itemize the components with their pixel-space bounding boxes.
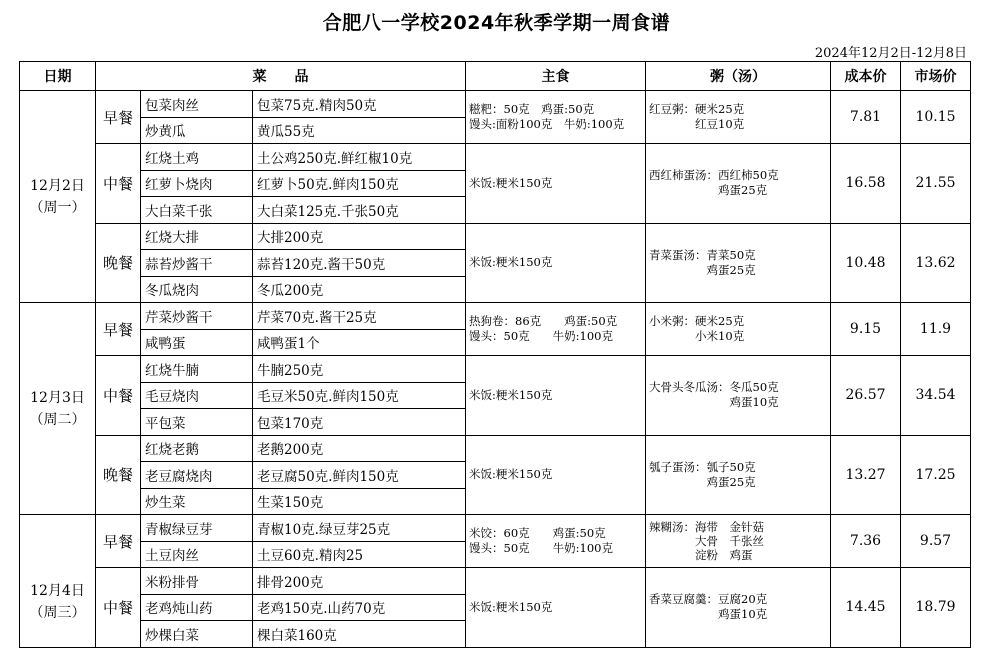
dish-ingredients: 包菜75克.精肉50克 [253,91,466,118]
dish-name: 老鸡炖山药 [141,594,253,621]
porridge-line: 瓠子蛋汤：瓠子50克 [649,459,756,474]
table-row [20,356,971,383]
dish-name: 炒生菜 [141,488,253,515]
staple-cell [466,356,646,436]
cost-value: 9.15 [831,303,901,356]
dish-name: 芹菜炒酱干 [141,303,253,330]
date-range: 2024年12月2日-12月8日 [814,46,967,61]
day-cell [20,91,96,303]
meal-label: 晚餐 [96,435,141,515]
porridge-cell [646,435,831,515]
dish-ingredients: 土公鸡250克.鲜红椒10克 [253,144,466,171]
porridge-cell [646,515,831,568]
day-weekday: （周二） [29,411,86,428]
staple-cell [466,223,646,303]
market-value: 10.15 [901,91,971,144]
day-weekday: （周三） [29,604,86,621]
dish-ingredients: 生菜150克 [253,488,466,515]
dish-name: 咸鸭蛋 [141,329,253,356]
dish-name: 炒黄瓜 [141,117,253,144]
porridge-line: 小米10克 [649,329,745,343]
dish-ingredients: 大排200克 [253,223,466,250]
cost-value: 16.58 [831,144,901,224]
dish-name: 毛豆烧肉 [141,382,253,409]
dish-ingredients: 咸鸭蛋1个 [253,329,466,356]
porridge-line: 香菜豆腐羹：豆腐20克 [649,592,768,607]
table-row [20,303,971,330]
dish-name: 红烧老鹅 [141,435,253,462]
day-date: 12月3日 [30,389,85,406]
dish-name: 红烧牛腩 [141,356,253,383]
header-staple: 主食 [466,62,646,91]
market-value: 34.54 [901,356,971,436]
dish-ingredients: 毛豆米50克.鲜肉150克 [253,382,466,409]
dish-ingredients: 棵白菜160克 [253,621,466,648]
staple-line: 馒头：50克 牛奶:100克 [469,329,613,343]
meal-label: 早餐 [96,303,141,356]
porridge-line: 鸡蛋25克 [649,262,756,277]
staple-cell [466,515,646,568]
page-title: 合肥八一学校2024年秋季学期一周食谱 [322,12,671,34]
table-row [20,144,971,171]
staple-line: 米饭:粳米150克 [469,467,553,482]
market-value: 11.9 [901,303,971,356]
dish-name: 冬瓜烧肉 [141,276,253,303]
market-value: 17.25 [901,435,971,515]
market-value: 21.55 [901,144,971,224]
dish-ingredients: 红萝卜50克.鲜肉150克 [253,170,466,197]
dish-name: 老豆腐烧肉 [141,462,253,489]
cost-value: 7.36 [831,515,901,568]
porridge-line: 鸡蛋10克 [649,395,779,410]
dish-name: 大白菜千张 [141,197,253,224]
market-value: 18.79 [901,568,971,648]
menu-table [19,61,971,648]
dish-ingredients: 青椒10克.绿豆芽25克 [253,515,466,542]
meal-label: 中餐 [96,356,141,436]
staple-line: 糍粑：50克 鸡蛋:50克 [469,102,595,116]
porridge-cell [646,91,831,144]
header-cost: 成本价 [831,62,901,91]
staple-line: 米饭:粳米150克 [469,599,553,614]
dish-ingredients: 芹菜70克.酱干25克 [253,303,466,330]
day-cell [20,515,96,648]
dish-ingredients: 大白菜125克.千张50克 [253,197,466,224]
cost-value: 26.57 [831,356,901,436]
meal-label: 中餐 [96,144,141,224]
market-value: 9.57 [901,515,971,568]
dish-ingredients: 牛腩250克 [253,356,466,383]
dish-ingredients: 老鹅200克 [253,435,466,462]
dish-name: 蒜苔炒酱干 [141,250,253,277]
table-row [20,568,971,595]
porridge-cell [646,356,831,436]
dish-name: 青椒绿豆芽 [141,515,253,542]
staple-line: 米饭:粳米150克 [469,387,553,402]
staple-cell [466,568,646,648]
porridge-line: 鸡蛋25克 [649,474,756,489]
dish-ingredients: 老豆腐50克.鲜肉150克 [253,462,466,489]
dish-ingredients: 蒜苔120克.酱干50克 [253,250,466,277]
porridge-line: 鸡蛋25克 [649,183,768,198]
table-row [20,223,971,250]
cost-value: 7.81 [831,91,901,144]
dish-name: 包菜肉丝 [141,91,253,118]
dish-ingredients: 黄瓜55克 [253,117,466,144]
porridge-cell [646,144,831,224]
meal-label: 中餐 [96,568,141,648]
dish-name: 平包菜 [141,409,253,436]
staple-line: 米饭:粳米150克 [469,175,553,190]
porridge-line: 西红柿蛋汤：西红柿50克 [649,168,779,183]
porridge-cell [646,223,831,303]
staple-cell [466,303,646,356]
staple-line: 米饭:粳米150克 [469,255,553,270]
porridge-line: 小米粥：硬米25克 [649,314,745,328]
meal-label: 早餐 [96,515,141,568]
cost-value: 13.27 [831,435,901,515]
staple-cell [466,144,646,224]
porridge-line: 红豆10克 [649,117,745,131]
porridge-line: 辣糊汤：海带 金针菇 [649,520,764,534]
header-porridge: 粥（汤） [646,62,831,91]
dish-ingredients: 土豆60克.精肉25 [253,541,466,568]
porridge-line: 红豆粥：硬米25克 [649,102,745,116]
dish-name: 红烧土鸡 [141,144,253,171]
porridge-line: 大骨 千张丝 [649,534,764,548]
staple-line: 馒头:面粉100克 牛奶:100克 [469,117,625,131]
table-row [20,91,971,118]
day-weekday: （周一） [29,199,86,216]
header-market: 市场价 [901,62,971,91]
day-date: 12月4日 [30,582,85,599]
header-dishes: 菜 品 [96,62,466,91]
porridge-cell [646,568,831,648]
header-date: 日期 [20,62,96,91]
staple-line: 热狗卷：86克 鸡蛋:50克 [469,314,618,328]
staple-line: 馒头：50克 牛奶:100克 [469,541,613,555]
day-date: 12月2日 [30,177,85,194]
table-row [20,435,971,462]
porridge-line: 大骨头冬瓜汤：冬瓜50克 [649,380,779,395]
dish-name: 红烧大排 [141,223,253,250]
porridge-line: 淀粉 鸡蛋 [649,548,753,562]
staple-line: 米饺：60克 鸡蛋:50克 [469,526,606,540]
dish-ingredients: 老鸡150克.山药70克 [253,594,466,621]
cost-value: 10.48 [831,223,901,303]
dish-name: 米粉排骨 [141,568,253,595]
day-cell [20,303,96,515]
meal-label: 晚餐 [96,223,141,303]
porridge-cell [646,303,831,356]
porridge-line: 鸡蛋10克 [649,607,768,622]
dish-name: 炒棵白菜 [141,621,253,648]
dish-name: 红萝卜烧肉 [141,170,253,197]
meal-label: 早餐 [96,91,141,144]
porridge-line: 青菜蛋汤：青菜50克 [649,247,756,262]
staple-cell [466,91,646,144]
dish-ingredients: 排骨200克 [253,568,466,595]
cost-value: 14.45 [831,568,901,648]
dish-name: 土豆肉丝 [141,541,253,568]
dish-ingredients: 冬瓜200克 [253,276,466,303]
dish-ingredients: 包菜170克 [253,409,466,436]
staple-cell [466,435,646,515]
market-value: 13.62 [901,223,971,303]
table-row [20,515,971,542]
